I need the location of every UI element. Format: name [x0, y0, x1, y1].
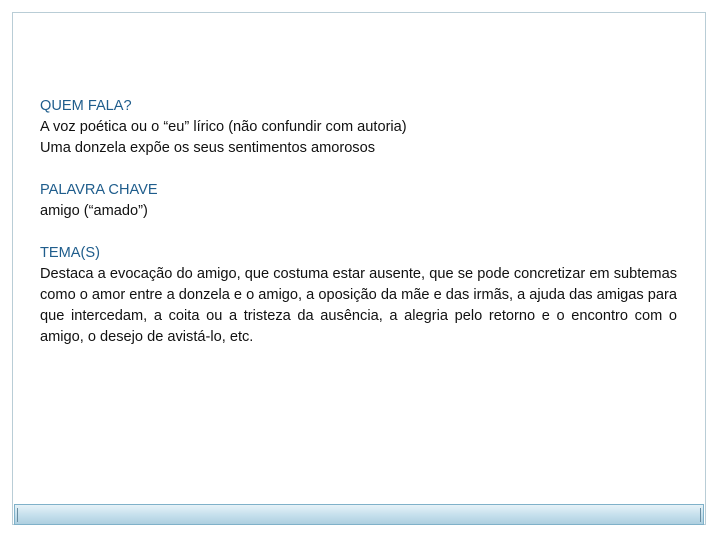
bottom-bar	[14, 504, 704, 525]
heading-palavra-chave: PALAVRA CHAVE	[40, 182, 158, 198]
section-quem-fala	[40, 96, 677, 159]
text-line: A voz poética ou o “eu” lírico (não confundir com autoria)	[40, 119, 407, 135]
heading-quem-fala: QUEM FALA?	[40, 98, 132, 114]
slide-content	[40, 96, 677, 348]
bar-left-divider	[17, 508, 18, 522]
temas-paragraph: Destaca a evocação do amigo, que costuma estar ausente, que se pode concretizar em subtemas como o amor entre a donzela e o amigo, a oposição da mãe e das irmãs, a ajuda das amigas para que intercedam, a coita ou a tristeza da ausência, a alegria pelo retorno e o encontro com o amigo, o desejo de avistá-lo, etc.	[40, 266, 677, 345]
bar-right-divider	[700, 508, 701, 522]
heading-temas: TEMA(S)	[40, 245, 100, 261]
text-line: amigo (“amado”)	[40, 203, 148, 219]
section-temas	[40, 243, 677, 348]
section-palavra-chave	[40, 180, 677, 222]
text-line: Uma donzela expõe os seus sentimentos amorosos	[40, 140, 376, 156]
